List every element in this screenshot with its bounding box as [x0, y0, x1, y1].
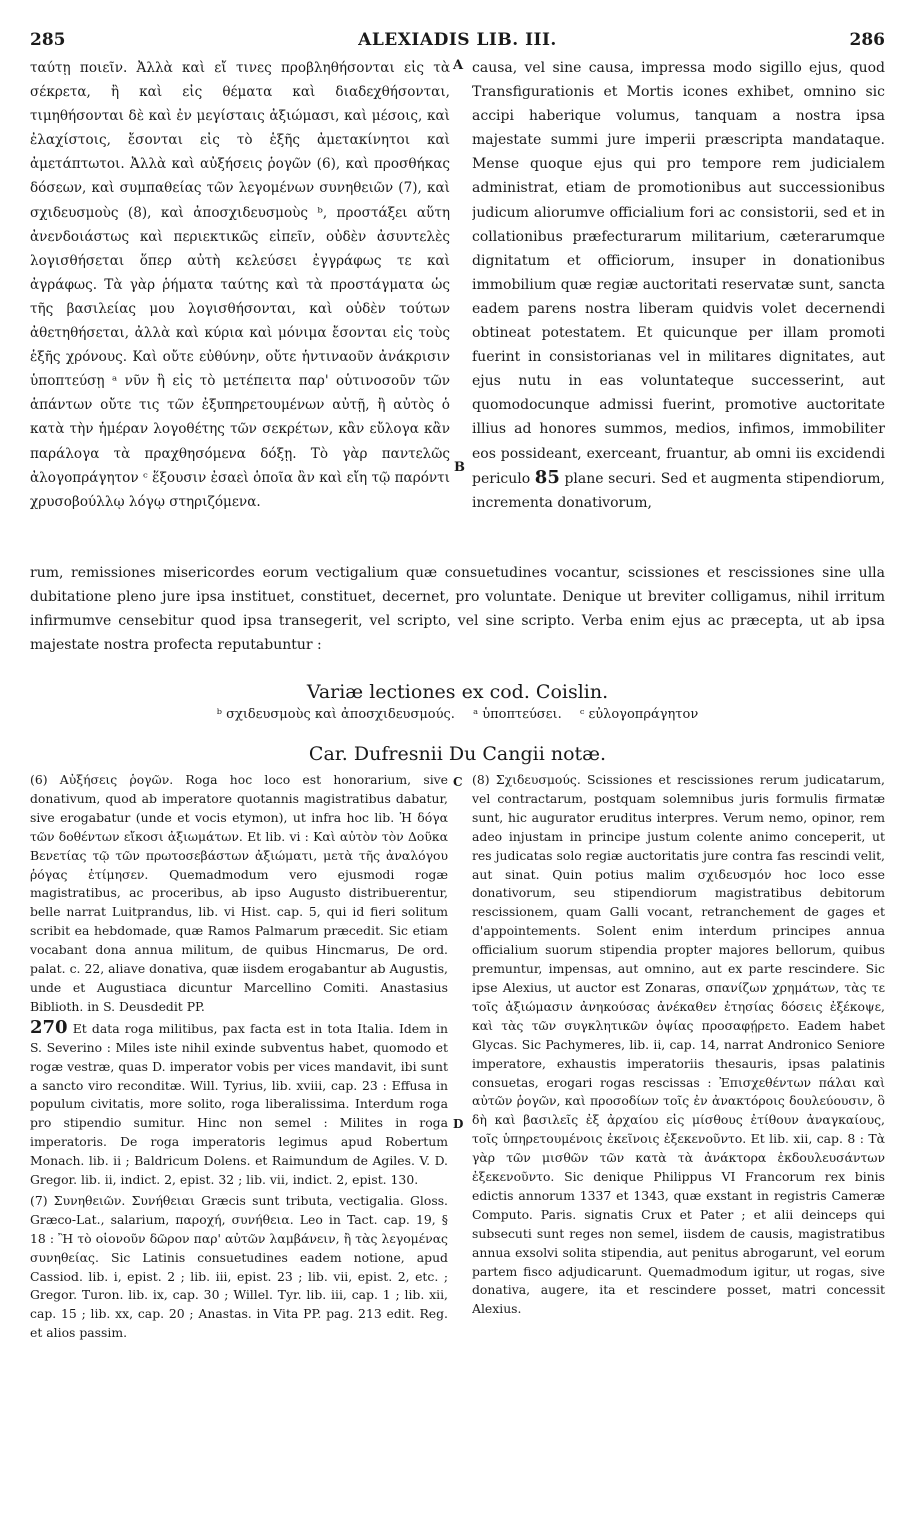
note-8: (8) Σχιδευσμούς. Scissiones et rescissiones rerum judicatarum, vel contractarum, postquam solemnibus juris formulis firmatæ sunt, hic augurator eruditus interpres. Verum nemo, opinor, rem adeo injustam in principe justum colente animo conceperit, ut res judicatas solo regiæ auctoritatis jure contra fas rescindi velit, aut sinat. Quin potius malim σχιδευσμόν hoc loco esse donativorum, seu stipendiorum magistratibus debitorum rescissionem, quam Galli vocant, retranchement de gages et d'appointements. Solent enim interdum principes annua officialium suorum stipendia propter majores bellorum, quibus premuntur, impensas, aut omnino, aut ex parte rescindere. Sic ipse Alexius, ut auctor est Zonaras, σπανίζων χρημάτων, τὰς τε τοῖς ἀξιώμασιν ἀνηκούσας ἀνέκαθεν ἐτησίας δόσεις ἐξέκοψε, καὶ τὰς τῶν συγκλητικῶν ὀψίας προσαφῄρετο. Eadem habet Glycas. Sic Pachymeres, lib. ii, cap. 14, narrat Andronico Seniore imperatore, exhaustis imperatoriis thesauris, ipsas palatinis consuetas, erogari rogas rescissas : Ἐπισχεθέντων πάλαι καὶ αὐτῶν ῥογῶν, καὶ προσοδίων τοῖς ἐν ἀνακτόροις δουλεύουσιν, ὃ δὴ καὶ βασιλεῖς ἐξ ἀρχαίου εἰς μίσθους ἐτίθουν ἀναγκαίους, τοῖς ὑπηρετουμένοις ἐκεῖνοις ἐξεκενοῦντο. Et lib. xii, cap. 8 : Τὰ γὰρ τῶν μισθῶν τῶν κατὰ τὰ ἀνάκτορα ἐκδουλευσάντων ἐξεκενοῦντο. Sic denique Philippus VI Francorum rex binis edictis annorum 1337 et 1343, quæ exstant in registris Cameræ Computo. Paris. signatis Crux et Pater ; et alii deinceps qui subsecuti sunt reges non semel, iisdem de causis, magistratibus annua exsolvi solita stipendia, aut penitus abrogarunt, vel eorum partem fisco adjudicarunt. Quemadmodum igitur, ut rogas, sive donativa, augere, ita et rescindere posset, matri concessit Alexius. — [472, 772, 885, 1317]
running-title: ALEXIADIS LIB. III. — [358, 30, 557, 50]
notes-section — [30, 771, 885, 1461]
migne-column-number: 270 — [30, 1016, 68, 1038]
running-header — [30, 30, 885, 54]
notes-right-column — [472, 771, 885, 1321]
margin-marker-b: B — [454, 460, 465, 475]
margin-marker-d: D — [453, 1117, 464, 1131]
note-6: (6) Αὐξήσεις ῥογῶν. Roga hoc loco est honorarium, sive donativum, quod ab imperatore quotannis magistratibus dabatur, sive erogabatur (unde et vocis etymon), ut infra hoc lib. Ἡ δόγα τῶν δοθέντων εἴκοσι ἀξιωμάτων. Et lib. vi : Καὶ αὐτὸν τὸν Δοῦκα Βενετίας τῷ τῶν πρωτοσεβάστων ἀξιώματι, μετὰ τῆς ἀναλόγου ῥόγας ἐτίμησεν. Quemadmodum vero ejusmodi rogæ magistratibus, ac proceribus, ab ipso Augusto distribuerentur, belle narrat Luitprandus, lib. vi Hist. cap. 5, qui id fieri solitum scribit ea hebdomade, quæ Ramos Palmarum præcedit. Sic etiam vocabant dona annua militum, de quibus Hincmarus, De ord. palat. c. 22, aliave donativa, quæ iisdem erogabantur ab Augustis, unde et Augustiaca dicuntur Marcellino Comiti. Anastasius Biblioth. in S. Deusdedit PP. — [30, 772, 448, 1014]
note-6-continued: 270 Et data roga militibus, pax facta est in tota Italia. Idem in S. Severino : Miles iste nihil exinde subventus habet, quomodo et rogæ vestræ, quas D. imperator vobis per vices mandavit, ibi sunt a sancto viro reconditæ. Will. Tyrius, lib. xviii, cap. 23 : Effusa in populum civitatis, more solito, roga liberalissima. Interdum roga pro stipendio sumitur. Hinc non semel : Milites in roga imperatoris. De roga imperatoris legimus apud Robertum Monach. lib. ii ; Baldricum Dolens. et Raimundum de Agiles. V. D. Gregor. lib. ii, indict. 2, epist. 32 ; lib. vii, indict. 2, epist. 130. — [30, 1016, 448, 1188]
notes-left-column — [30, 771, 448, 1345]
variant-reading: ᶜ εὐλογοπράγητον — [579, 707, 699, 722]
latin-text-end: plane securi. Sed et augmenta stipendiorum, incrementa donativorum, — [472, 470, 885, 511]
main-text — [30, 56, 885, 561]
latin-full-width-text: rum, remissiones misericordes eorum vectigalium quæ consuetudines vocantur, scissiones et rescissiones sine ulla dubitatione pleno jure ipsa instituet, constituet, decernet, pro voluntate. Denique ut breviter colligamus, nihil irritum infirmumve censebitur quod ipsa transegerit, vel scripto, vel sine scripto. Verba enim ejus ac præcepta, ut ab ipsa majestate nostra profecta reputabuntur : — [30, 565, 885, 654]
margin-marker-c: C — [453, 775, 463, 789]
page-number-left: 285 — [30, 30, 66, 50]
note-7: (7) Συνηθειῶν. Συνήθειαι Græcis sunt tributa, vectigalia. Gloss. Græco-Lat., salarium, παροχή, συνήθεια. Leo in Tact. cap. 19, § 18 : Ἢ τὸ οἱονοῦν δῶρον παρ' αὐτῶν λαμβάνειν, ἢ τὰς λεγομένας συνηθείας. Sic Latinis consuetudines eadem notione, apud Cassiod. lib. i, epist. 2 ; lib. iii, epist. 23 ; lib. vii, epist. 2, etc. ; Gregor. Turon. lib. ix, cap. 30 ; Willel. Tyr. lib. iii, cap. 1 ; lib. xii, cap. 15 ; lib. xx, cap. 20 ; Anastas. in Vita PP. pag. 213 edit. Reg. et alios passim. — [30, 1192, 448, 1341]
variant-reading: ᵇ σχιδευσμοὺς καὶ ἀποσχιδευσμούς. — [216, 707, 455, 722]
page — [30, 30, 885, 1520]
variant-readings-title: Variæ lectiones ex cod. Coislin. — [306, 681, 609, 703]
latin-text: causa, vel sine causa, impressa modo sigillo ejus, quod Transfigurationis et Mortis icones exhibet, omnino sic accipi haberique volumus, tanquam a nostra ipsa majestate summi jure imperii præscripta mandataque. Mense quoque ejus qui pro tempore rem judicialem administrat, etiam de promotionibus aut successionibus judicum aliorumve officialium fori ac consistorii, sed et in collationibus præfecturarum militarium, cæterarumque dignitatum et officiorum, insuper in donationibus immobilium quæ regiæ auctoritati reservatæ sunt, sancta eadem parens nostra liberam quidvis volet decernendi obtineat potestatem. Et quicunque per illam promoti fuerint in consistorianas vel in militares dignitates, aut ejus nutu in eas voluntateque successerint, aut quomodocunque admissi fuerint, promotive auctoritate illius ad honores summos, medios, infimos, immobiliter eos possideant, exerceant, fruantur, ab omni iis excidendi periculo — [472, 60, 885, 487]
margin-marker-a: A — [453, 58, 464, 73]
variant-readings — [30, 707, 885, 733]
page-number-right: 286 — [849, 30, 885, 50]
variant-reading: ᵃ ὑποπτεύσει. — [473, 707, 562, 722]
notes-title: Car. Dufresnii Du Cangii notæ. — [308, 743, 607, 765]
greek-text-column: ταύτῃ ποιεῖν. Ἀλλὰ καὶ εἴ τινες προβληθήσονται εἰς τὰ σέκρετα, ἢ καὶ εἰς θέματα καὶ διαδεχθήσονται, τιμηθήσονται δὲ καὶ ἐν μεγίσταις ἀξιώμασι, καὶ μέσοις, καὶ ἐλαχίστοις, ἔσονται εἰς τὸ ἑξῆς ἀμετακίνητοι καὶ ἀμετάπτωτοι. Ἀλλὰ καὶ αὐξήσεις ῥογῶν (6), καὶ προσθήκας δόσεων, καὶ συμπαθείας τῶν λεγομένων συνηθειῶν (7), καὶ σχιδευσμοὺς (8), καὶ ἀποσχιδευσμοὺς ᵇ, προστάξει αὕτη ἀνενδοιάστως καὶ περιεκτικῶς εἰπεῖν, οὐδὲν ἀσυντελὲς λογισθήσεται ὅπερ αὐτὴ κελεύσει ἐγγράφως τε καὶ ἀγράφως. Τὰ γὰρ ῥήματα ταύτης καὶ τὰ προστάγματα ὡς τῆς βασιλείας μου λογισθήσονται, καὶ οὐδὲν τούτων ἀθετηθήσεται, ἀλλὰ καὶ κύρια καὶ μόνιμα ἔσονται εἰς τοὺς ἑξῆς χρόνους. Καὶ οὔτε εὐθύνην, οὔτε ἡντιναοῦν ἀνάκρισιν ὑποπτεύσῃ ᵃ νῦν ἢ εἰς τὸ μετέπειτα παρ' οὑτινοσοῦν τῶν ἁπάντων οὔτε τις τῶν ἐξυπηρετουμένων αὐτῇ, ἢ αὐτὸς ὁ κατὰ τὴν ἡμέραν λογοθέτης τῶν σεκρέτων, κἂν εὔλογα κἂν παράλογα τὰ πραχθησόμενα δόξῃ. Τὸ γὰρ παντελῶς ἀλογοπράγητον ᶜ ἕξουσιν ἐσαεὶ ὁποῖα ἂν καὶ εἴη τῷ παρόντι χρυσοβούλλῳ λόγῳ στηριζόμενα. — [30, 60, 450, 510]
latin-text-column — [472, 56, 885, 515]
migne-column-number: 85 — [534, 466, 560, 488]
